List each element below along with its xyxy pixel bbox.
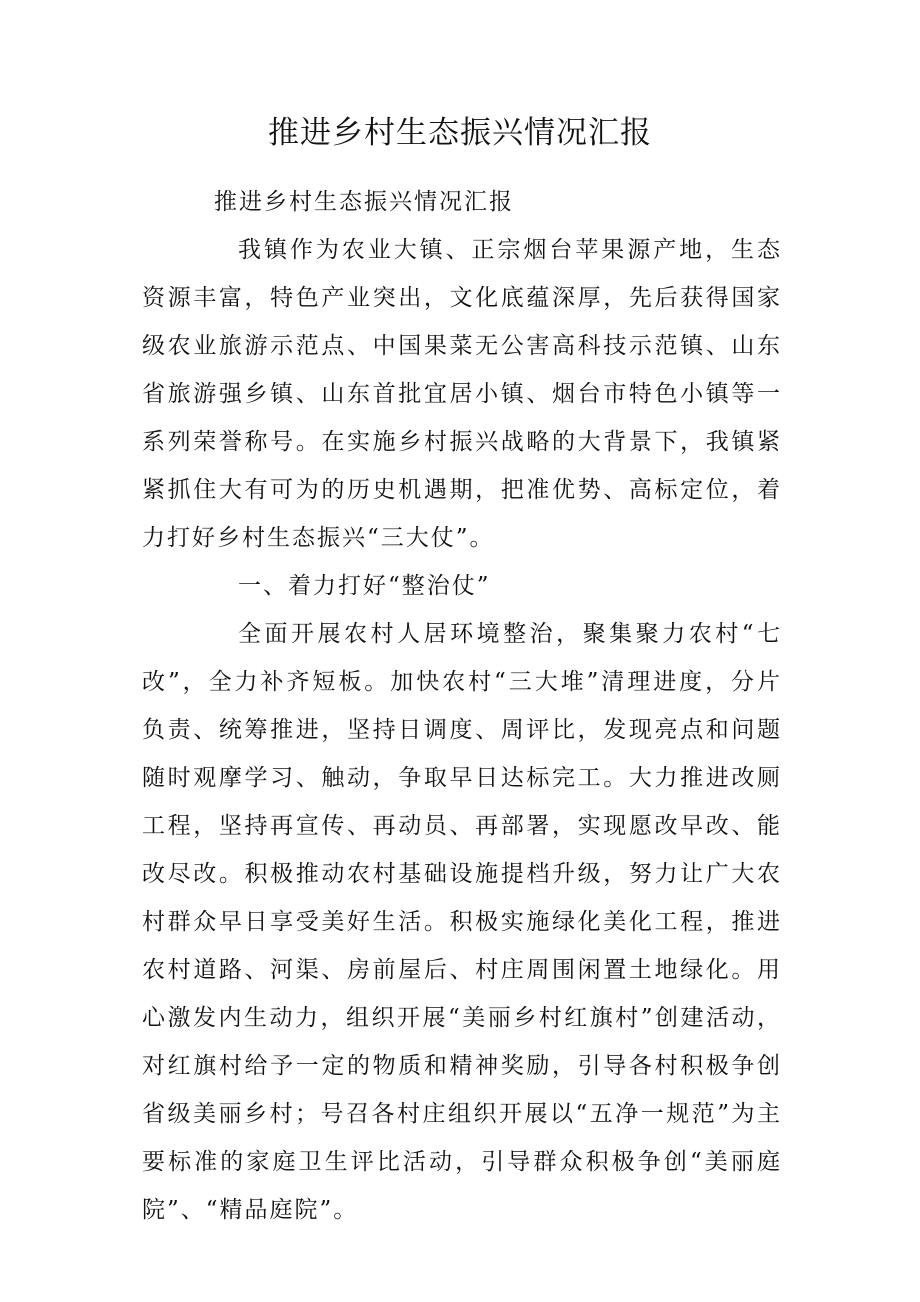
- section-heading-1: 一、着力打好“整治仗”: [238, 573, 491, 599]
- paragraph-intro: 我镇作为农业大镇、正宗烟台苹果源产地，生态资源丰富，特色产业突出，文化底蕴深厚，先后获得国家级农业旅游示范点、中国果菜无公害高科技示范镇、山东省旅游强乡镇、山东首批宜居小镇、烟台市特色小镇等一系列荣誉称号。在实施乡村振兴战略的大背景下，我镇紧紧抓住大有可为的历史机遇期，把准优势、高标定位，着力打好乡村生态振兴“三大仗”。: [142, 237, 782, 551]
- document-title: 推进乡村生态振兴情况汇报: [268, 115, 652, 151]
- document-subtitle: 推进乡村生态振兴情况汇报: [214, 189, 514, 215]
- document-body: [142, 178, 782, 1234]
- paragraph-section-1: 全面开展农村人居环境整治，聚集聚力农村“七改”，全力补齐短板。加快农村“三大堆”清理进度，分片负责、统筹推进，坚持日调度、周评比，发现亮点和问题随时观摩学习、触动，争取早日达标完工。大力推进改厕工程，坚持再宣传、再动员、再部署，实现愿改早改、能改尽改。积极推动农村基础设施提档升级，努力让广大农村群众早日享受美好生活。积极实施绿化美化工程，推进农村道路、河渠、房前屋后、村庄周围闲置土地绿化。用心激发内生动力，组织开展“美丽乡村红旗村”创建活动，对红旗村给予一定的物质和精神奖励，引导各村积极争创省级美丽乡村；号召各村庄组织开展以“五净一规范”为主要标准的家庭卫生评比活动，引导群众积极争创“美丽庭院”、“精品庭院”。: [142, 621, 782, 1223]
